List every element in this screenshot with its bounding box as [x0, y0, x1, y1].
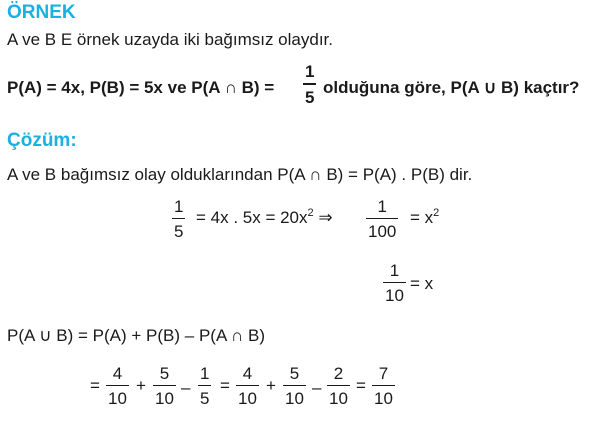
step1-middle: [196, 208, 333, 228]
fraction-denominator: 5: [200, 389, 210, 408]
equals-sign: =: [220, 376, 230, 395]
step1-right: [410, 208, 439, 228]
example-heading: ÖRNEK: [7, 2, 76, 23]
equals-sign: =: [356, 376, 366, 395]
fraction-denominator: 10: [329, 389, 348, 408]
equals-sign: =: [90, 376, 100, 395]
plus-sign: +: [136, 376, 146, 395]
fraction-denominator: 10: [285, 389, 304, 408]
fraction-denominator: 10: [374, 389, 393, 408]
minus-sign: –: [181, 378, 191, 397]
final-fraction-d: [236, 365, 259, 407]
step1-fraction-right: [366, 198, 398, 240]
solution-statement: A ve B bağımsız olay olduklarından P(A ∩ B) = P(A) . P(B) dir.: [7, 165, 473, 184]
exponent: 2: [433, 207, 440, 219]
question-fraction: [303, 63, 316, 106]
fraction-denominator: 10: [385, 286, 404, 305]
example-statement: A ve B E örnek uzayda iki bağımsız olaydır.: [7, 30, 333, 49]
implies-symbol: ⇒: [318, 208, 333, 227]
step2-fraction: [383, 262, 406, 304]
fraction-numerator: 1: [377, 197, 387, 216]
step2-right: = x: [410, 274, 434, 293]
step1-right-text: = x: [410, 208, 434, 227]
exponent: 2: [307, 207, 314, 219]
fraction-numerator: 1: [200, 364, 210, 383]
fraction-numerator: 1: [174, 197, 184, 216]
solution-heading: Çözüm:: [7, 130, 77, 151]
fraction-denominator: 10: [108, 389, 127, 408]
question-right-text: olduğuna göre, P(A ∪ B) kaçtır?: [323, 78, 580, 97]
final-fraction-a: [106, 365, 129, 407]
final-fraction-result: [372, 365, 395, 407]
fraction-numerator: 5: [159, 364, 170, 383]
final-fraction-c: [198, 365, 211, 407]
fraction-numerator: 1: [305, 62, 315, 81]
plus-sign: +: [266, 376, 276, 395]
fraction-denominator: 10: [238, 389, 257, 408]
fraction-numerator: 5: [289, 364, 300, 383]
final-fraction-b: [153, 365, 176, 407]
fraction-numerator: 4: [242, 364, 253, 383]
fraction-denominator: 5: [174, 222, 184, 241]
step1-middle-text: = 4x . 5x = 20x: [196, 208, 308, 227]
step1-fraction-left: [172, 198, 185, 240]
final-fraction-e: [283, 365, 306, 407]
question-left-text: P(A) = 4x, P(B) = 5x ve P(A ∩ B) =: [7, 78, 275, 97]
fraction-denominator: 10: [155, 389, 174, 408]
fraction-numerator: 2: [333, 364, 344, 383]
minus-sign: –: [312, 378, 322, 397]
final-fraction-f: [327, 365, 350, 407]
fraction-denominator: 100: [368, 222, 397, 241]
union-formula: P(A ∪ B) = P(A) + P(B) – P(A ∩ B): [7, 326, 266, 345]
fraction-numerator: 1: [389, 261, 400, 280]
fraction-numerator: 7: [378, 364, 389, 383]
fraction-numerator: 4: [112, 364, 123, 383]
fraction-denominator: 5: [305, 88, 315, 107]
